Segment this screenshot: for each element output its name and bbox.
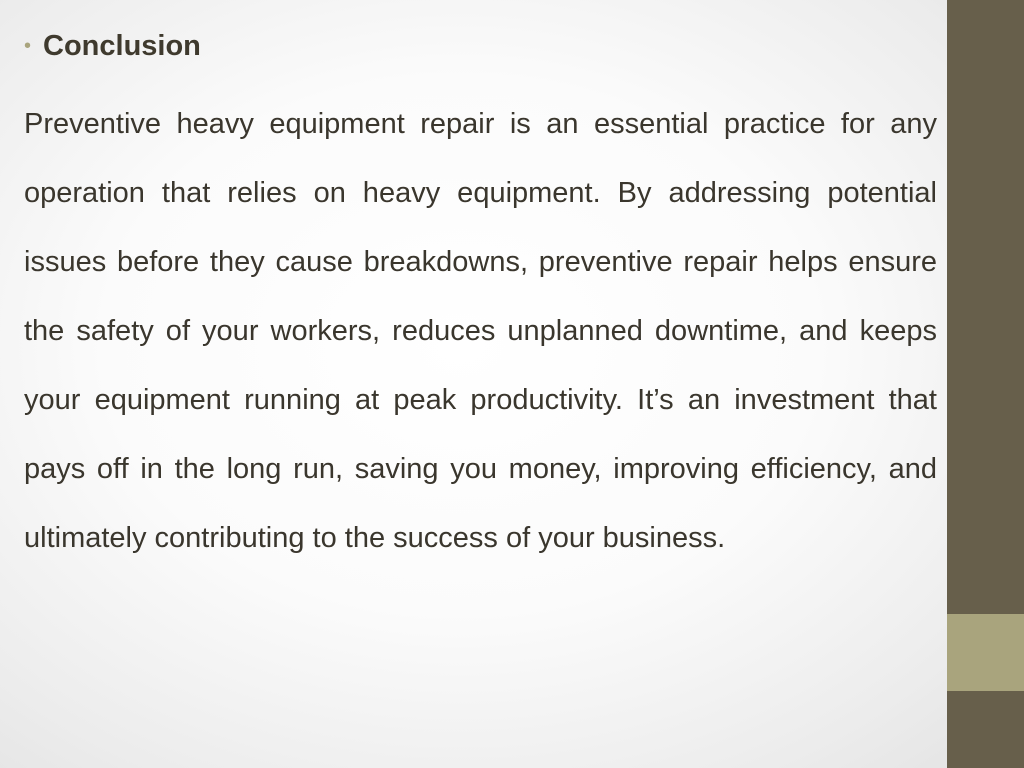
side-decor-accent (947, 614, 1024, 691)
bullet-heading (24, 26, 201, 66)
bullet-icon: • (24, 35, 32, 57)
heading-text: Conclusion (43, 29, 201, 62)
body-paragraph: Preventive heavy equipment repair is an essential practice for any operation that relies on heavy equipment. By addressing potential issues before they cause breakdowns, preventive repair helps ensure the safety of your workers, reduces unplanned downtime, and keeps your equipment running at peak productivity. It’s an investment that pays off in the long run, saving you money, improving efficiency, and ultimately contributing to the success of your business. (24, 108, 937, 554)
